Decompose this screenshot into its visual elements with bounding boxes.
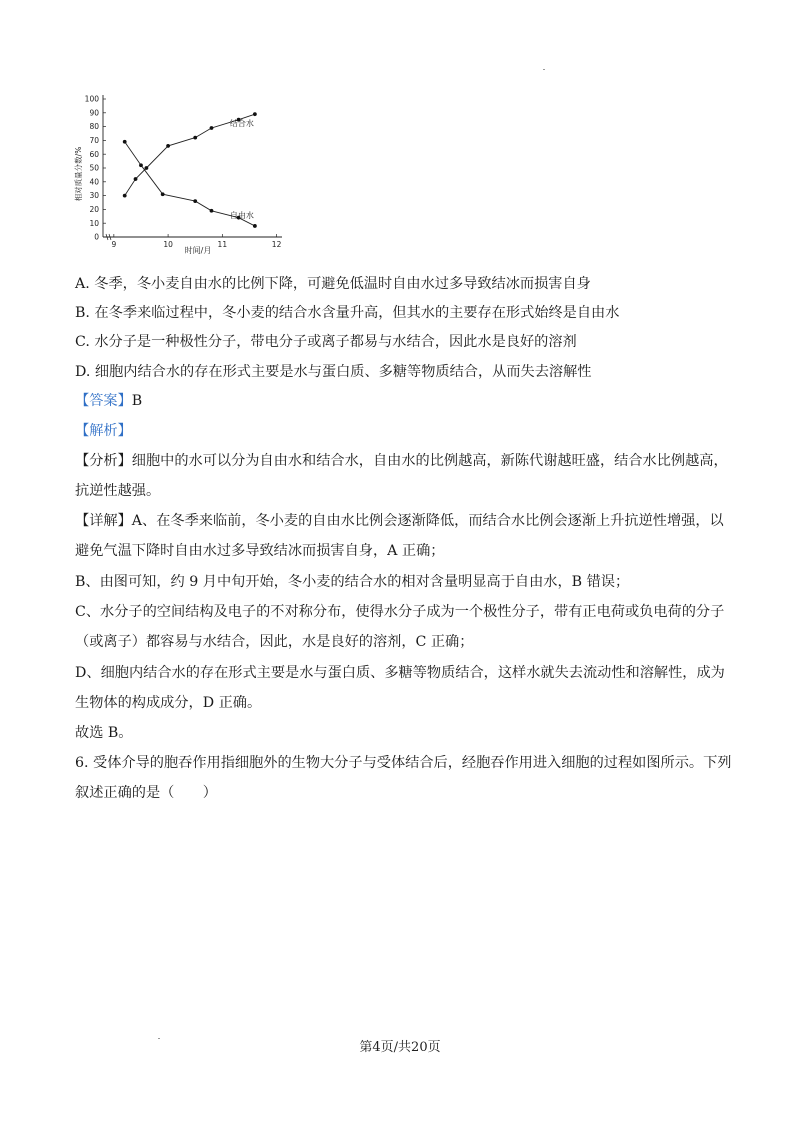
data-point [193,136,197,140]
answer-value: B [131,393,143,409]
x-tick-label: 12 [271,240,282,249]
data-point [166,144,170,148]
y-tick-label: 100 [84,94,99,104]
detail-line-2: 避免气温下降时自由水过多导致结冰而损害自身，A 正确； [75,543,445,559]
conclusion: 故选 B。 [75,725,133,741]
y-tick-label: 90 [89,108,99,118]
x-axis-label: 时间/月 [184,246,212,255]
option-b: B. 在冬季来临过程中，冬小麦的结合水含量升高，但其水的主要存在形式始终是自由水 [75,305,620,321]
detail-line-4: C、水分子的空间结构及电子的不对称分布，使得水分子成为一个极性分子，带有正电荷或负电荷的分子 [75,604,725,620]
option-a: A. 冬季，冬小麦自由水的比例下降，可避免低温时自由水过多导致结冰而损害自身 [75,276,591,292]
detail-tag: 【详解】 [75,513,132,529]
y-tick-label: 50 [89,163,99,173]
data-point [253,224,257,228]
fenxi-line-1 [75,451,728,471]
y-axis-label: 相对质量分数/% [74,146,83,202]
detail-line-1 [75,511,724,531]
scan-speck [543,69,545,70]
y-tick-label: 10 [89,218,99,228]
line-chart [70,82,290,260]
x-tick-label: 11 [217,240,228,249]
water-content-chart [70,82,290,260]
analysis-tag: 【解析】 [75,423,132,439]
fenxi-tag: 【分析】 [75,453,132,469]
detail-line-5: （或离子）都容易与水结合，因此，水是良好的溶剂，C 正确； [75,634,474,650]
x-tick-label: 9 [111,240,117,249]
series-label-1: 结合水 [229,119,254,129]
fenxi-line-2: 抗逆性越强。 [75,483,161,499]
y-tick-label: 80 [89,122,99,132]
y-tick-label: 70 [89,136,99,145]
data-point [123,140,127,144]
question-6-line-2: 叙述正确的是（ ） [75,785,217,801]
y-tick-label: 30 [89,191,99,201]
y-tick-label: 40 [89,177,99,187]
detail-line-3: B、由图可知，约 9 月中旬开始，冬小麦的结合水的相对含量明显高于自由水，B 错误； [75,574,630,590]
data-point [193,199,197,203]
data-point [210,209,214,213]
option-c: C. 水分子是一种极性分子，带电分子或离子都易与水结合，因此水是良好的溶剂 [75,334,577,350]
fenxi-text-1: 细胞中的水可以分为自由水和结合水，自由水的比例越高，新陈代谢越旺盛，结合水比例越高， [131,453,728,469]
detail-text-1: A、在冬季来临前，冬小麦的自由水比例会逐渐降低，而结合水比例会逐渐上升抗逆性增强，以 [131,513,724,529]
data-point [139,163,143,167]
answer-line [75,391,142,411]
data-point [123,194,127,198]
detail-line-7: 生物体的构成成分，D 正确。 [75,695,262,711]
page-number: 第4页/共20页 [359,1040,441,1055]
y-tick-label: 20 [89,205,99,214]
y-tick-label: 0 [94,232,99,242]
question-6-line-1: 6. 受体介导的胞吞作用指细胞外的生物大分子与受体结合后，经胞吞作用进入细胞的过程如图所示。下列 [75,755,732,771]
answer-tag: 【答案】 [75,393,132,409]
series-label-2: 自由水 [229,210,254,220]
data-point [210,126,214,130]
data-point [253,112,257,116]
data-point [144,166,148,170]
option-d: D. 细胞内结合水的存在形式主要是水与蛋白质、多糖等物质结合，从而失去溶解性 [75,364,592,380]
data-point [161,192,165,196]
detail-line-6: D、细胞内结合水的存在形式主要是水与蛋白质、多糖等物质结合，这样水就失去流动性和溶解性，成为 [75,665,725,681]
y-tick-label: 60 [89,149,99,159]
x-tick-label: 10 [163,240,173,249]
data-point [134,177,138,181]
